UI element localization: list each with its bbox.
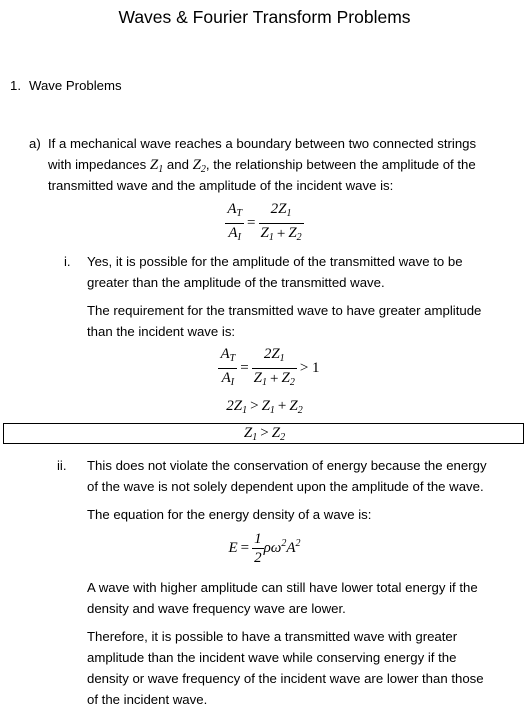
equation-inequality	[0, 345, 529, 392]
a-symbol: A	[227, 201, 237, 217]
item-ii-p4-line-4: of the incident wave.	[87, 692, 208, 707]
a-symbol: A	[220, 346, 230, 362]
item-ii-marker: ii.	[57, 458, 67, 473]
z2-inline	[193, 157, 206, 173]
item-i-p1-line-2: greater than the amplitude of the transmitted wave.	[87, 275, 385, 290]
section-number: 1.	[10, 78, 21, 93]
a-symbol: A	[221, 370, 231, 386]
equals-sign: =	[240, 540, 250, 556]
part-a-line-2-and: and	[163, 157, 193, 172]
a-symbol: A	[228, 225, 238, 241]
part-a-line-3: transmitted wave and the amplitude of the incident wave is:	[48, 178, 394, 193]
subscript: 1	[269, 405, 275, 416]
plus-sign: +	[270, 370, 279, 387]
section-heading: Wave Problems	[29, 78, 122, 93]
z-symbol: Z	[278, 201, 287, 217]
fraction-at-over-ai	[218, 345, 237, 392]
denominator	[252, 369, 297, 392]
subscript: 1	[268, 232, 274, 243]
equals-sign: =	[240, 360, 249, 376]
denominator: 2	[254, 550, 262, 566]
subscript: 2	[296, 232, 302, 243]
item-ii-p4-line-2: amplitude than the incident wave while conserving energy if the	[87, 650, 457, 665]
greater-than-sign: >	[250, 398, 259, 415]
z-symbol: Z	[149, 157, 159, 173]
z-symbol: Z	[192, 157, 201, 173]
greater-than-sign: >	[260, 425, 269, 442]
subscript: 1	[242, 405, 248, 416]
equation-amplitude-ratio	[0, 200, 529, 247]
numerator: 1	[254, 531, 262, 547]
subscript: 1	[286, 208, 292, 219]
subscript: T	[236, 208, 243, 219]
item-ii-p2: The equation for the energy density of a wave is:	[87, 507, 372, 522]
numerator	[218, 345, 237, 369]
superscript: 2	[281, 537, 287, 549]
item-ii-p1-line-2: of the wave is not solely dependent upon the amplitude of the wave.	[87, 479, 484, 494]
z-symbol: Z	[233, 398, 243, 414]
subscript: I	[237, 232, 241, 243]
subscript: 1	[279, 353, 285, 364]
denominator	[225, 224, 244, 247]
subscript: 2	[297, 405, 303, 416]
subscript: 1	[158, 164, 164, 175]
subscript: 1	[262, 377, 267, 388]
item-i-marker: i.	[64, 254, 71, 269]
part-a-line-2-post: , the relationship between the amplitude of the	[205, 157, 476, 172]
z1-inline	[150, 157, 163, 173]
plus-sign: +	[277, 398, 287, 415]
page-title: Waves & Fourier Transform Problems	[118, 7, 411, 27]
z-symbol: Z	[289, 398, 298, 414]
subscript: 2	[289, 377, 295, 388]
z-symbol: Z	[271, 425, 281, 441]
z-symbol: Z	[288, 225, 297, 241]
equation-result	[0, 425, 529, 443]
fraction-one-half	[252, 530, 264, 567]
subscript: I	[230, 377, 235, 388]
z-symbol: Z	[243, 425, 253, 441]
plus-sign: +	[276, 225, 286, 242]
item-ii-p4-line-3: density or wave frequency of the incident wave are lower than those	[87, 671, 484, 686]
coefficient: 2	[226, 398, 234, 414]
denominator	[259, 224, 304, 247]
subscript: 1	[252, 432, 258, 443]
z-symbol: Z	[281, 370, 290, 386]
subscript: T	[229, 353, 236, 364]
part-a-line-2-text: with impedances	[48, 157, 150, 172]
coefficient: 2	[263, 346, 272, 362]
item-ii-p1-line-1: This does not violate the conservation of energy because the energy	[87, 458, 487, 473]
numerator	[259, 200, 304, 224]
fraction-at-over-ai	[225, 200, 244, 247]
fraction-impedance	[259, 200, 304, 247]
item-ii-p3-line-1: A wave with higher amplitude can still have lower total energy if the	[87, 580, 478, 595]
z-symbol: Z	[253, 370, 262, 386]
z-symbol: Z	[260, 225, 269, 241]
subscript: 2	[200, 164, 206, 175]
part-a-line-1: If a mechanical wave reaches a boundary between two connected strings	[48, 136, 477, 151]
e-symbol: E	[228, 539, 238, 556]
equation-impedance-sum	[0, 398, 529, 416]
a-symbol: A	[286, 539, 296, 556]
superscript: 2	[295, 537, 301, 549]
equals-sign: =	[247, 215, 256, 231]
subscript: 2	[280, 432, 286, 443]
equation-energy-density	[0, 530, 529, 567]
item-i-p2-line-1: The requirement for the transmitted wave to have greater amplitude	[87, 303, 482, 318]
item-ii-p4-line-1: Therefore, it is possible to have a transmitted wave with greater	[87, 629, 458, 644]
greater-than-one: > 1	[299, 360, 320, 376]
item-i-p2-line-2: than the incident wave is:	[87, 324, 236, 339]
coefficient: 2	[270, 201, 279, 217]
denominator	[218, 369, 237, 392]
part-a-marker: a)	[29, 136, 41, 151]
numerator	[225, 200, 244, 224]
item-i-p1-line-1: Yes, it is possible for the amplitude of the transmitted wave to be	[87, 254, 463, 269]
item-ii-p3-line-2: density and wave frequency wave are lower.	[87, 601, 346, 616]
fraction-impedance	[252, 345, 297, 392]
z-symbol: Z	[261, 398, 270, 414]
numerator	[252, 345, 297, 369]
z-symbol: Z	[271, 346, 280, 362]
rho-omega: ρω	[263, 539, 282, 556]
